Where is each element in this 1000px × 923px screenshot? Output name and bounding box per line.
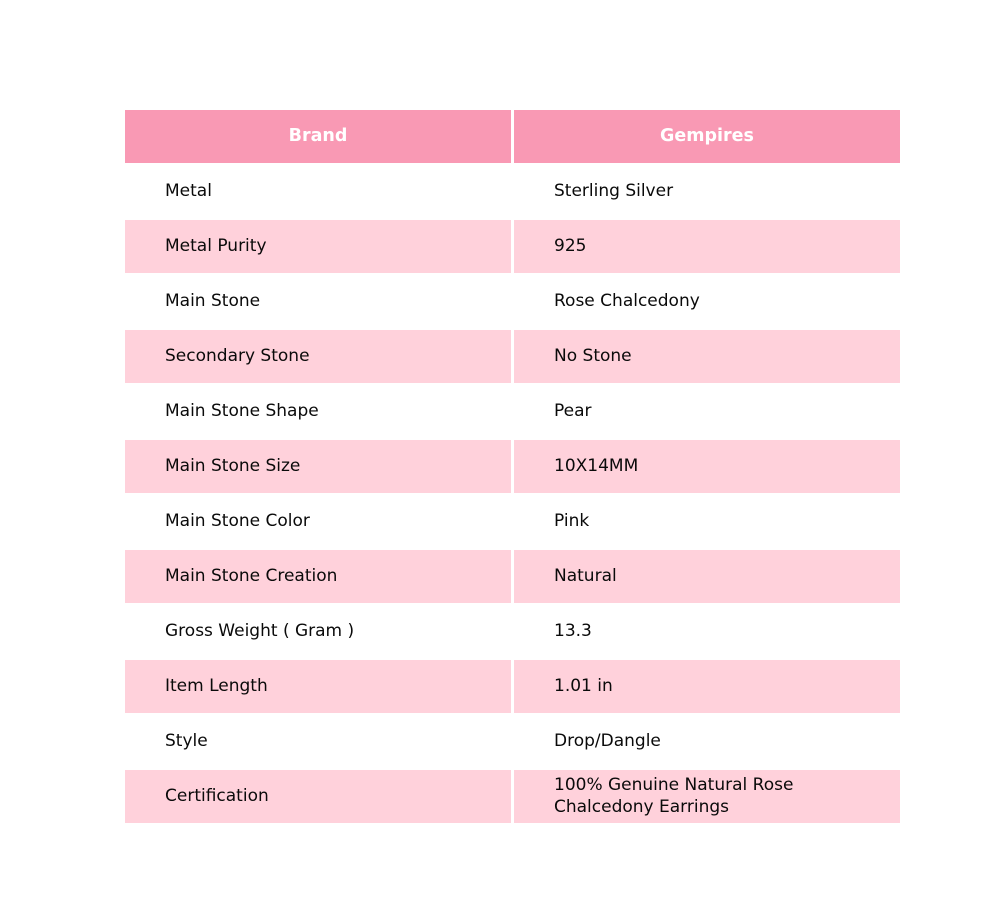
spec-label-secondary-stone: Secondary Stone xyxy=(125,330,511,383)
spec-value-metal-purity: 925 xyxy=(514,220,900,273)
spec-value-main-stone-creation: Natural xyxy=(514,550,900,603)
product-spec-table xyxy=(125,110,900,823)
spec-value-main-stone: Rose Chalcedony xyxy=(514,275,900,328)
table-header-brand-value: Gempires xyxy=(514,110,900,163)
spec-label-item-length: Item Length xyxy=(125,660,511,713)
spec-value-secondary-stone: No Stone xyxy=(514,330,900,383)
spec-label-gross-weight: Gross Weight ( Gram ) xyxy=(125,605,511,658)
spec-value-main-stone-shape: Pear xyxy=(514,385,900,438)
spec-label-main-stone-color: Main Stone Color xyxy=(125,495,511,548)
spec-label-main-stone-size: Main Stone Size xyxy=(125,440,511,493)
spec-label-certification: Certification xyxy=(125,770,511,823)
spec-label-metal: Metal xyxy=(125,165,511,218)
spec-value-gross-weight: 13.3 xyxy=(514,605,900,658)
spec-value-metal: Sterling Silver xyxy=(514,165,900,218)
spec-value-item-length: 1.01 in xyxy=(514,660,900,713)
spec-value-main-stone-size: 10X14MM xyxy=(514,440,900,493)
spec-label-main-stone: Main Stone xyxy=(125,275,511,328)
spec-label-style: Style xyxy=(125,715,511,768)
spec-label-main-stone-creation: Main Stone Creation xyxy=(125,550,511,603)
spec-value-certification: 100% Genuine Natural Rose Chalcedony Earrings xyxy=(514,770,900,823)
spec-value-main-stone-color: Pink xyxy=(514,495,900,548)
spec-label-metal-purity: Metal Purity xyxy=(125,220,511,273)
table-header-brand: Brand xyxy=(125,110,511,163)
spec-value-style: Drop/Dangle xyxy=(514,715,900,768)
spec-label-main-stone-shape: Main Stone Shape xyxy=(125,385,511,438)
